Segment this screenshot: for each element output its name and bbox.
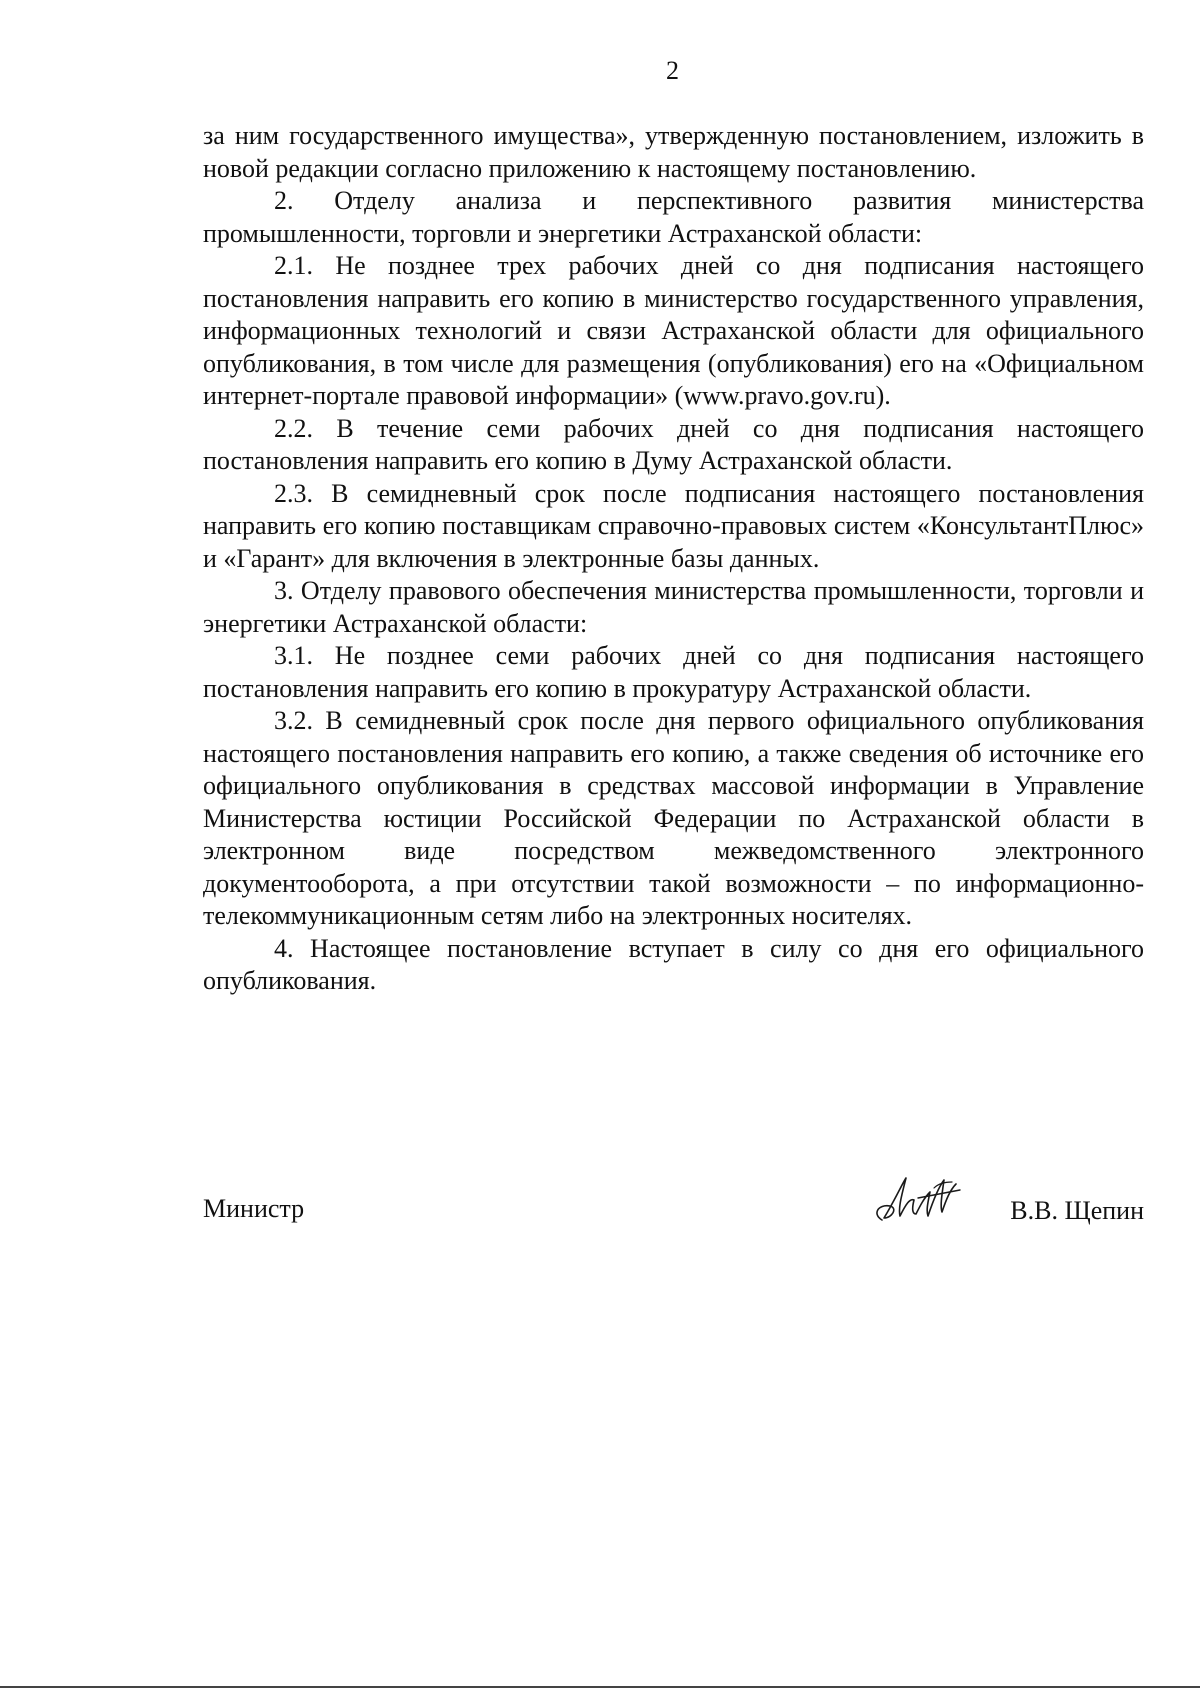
signatory-name: В.В. Щепин: [1010, 1196, 1144, 1225]
paragraph-3-2: 3.2. В семидневный срок после дня первого официального опубликования настоящего постановления направить его копию, а также сведения об источнике его официального опубликования в средствах массовой информации в Управление Министерства юстиции Российской Федерации по Астраханской области в электронном виде посредством межведомственного электронного документооборота, а при отсутствии такой возможности – по информационно-телекоммуникационным сетям либо на электронных носителях.: [203, 706, 1144, 930]
paragraph-4: 4. Настоящее постановление вступает в силу со дня его официального опубликования.: [203, 933, 1144, 995]
document-body: [203, 120, 1144, 998]
paragraph-1: за ним государственного имущества», утвержденную постановлением, изложить в новой редакции согласно приложению к настоящему постановлению.: [203, 121, 1144, 183]
page-number: 2: [666, 56, 679, 85]
paragraph-2: 2. Отделу анализа и перспективного развития министерства промышленности, торговли и энергетики Астраханской области:: [203, 186, 1144, 248]
signatory-title: Министр: [203, 1194, 305, 1223]
paragraph-2-2: 2.2. В течение семи рабочих дней со дня подписания настоящего постановления направить его копию в Думу Астраханской области.: [203, 413, 1144, 475]
paragraph-2-1: 2.1. Не позднее трех рабочих дней со дня подписания настоящего постановления направить его копию в министерство государственного управления, информационных технологий и связи Астраханской области для официального опубликования, в том числе для размещения (опубликования) его на «Официальном интернет-портале правовой информации» (www.pravo.gov.ru).: [203, 251, 1144, 410]
scan-bottom-edge: [0, 1686, 1200, 1688]
paragraph-3-1: 3.1. Не позднее семи рабочих дней со дня подписания настоящего постановления направить его копию в прокуратуру Астраханской области.: [203, 641, 1144, 703]
signature-block: [203, 1168, 1144, 1228]
paragraph-3: 3. Отделу правового обеспечения министерства промышленности, торговли и энергетики Астраханской области:: [203, 576, 1144, 638]
paragraph-2-3: 2.3. В семидневный срок после подписания настоящего постановления направить его копию поставщикам справочно-правовых систем «КонсультантПлюс» и «Гарант» для включения в электронные базы данных.: [203, 478, 1144, 573]
handwritten-signature: [868, 1168, 988, 1228]
